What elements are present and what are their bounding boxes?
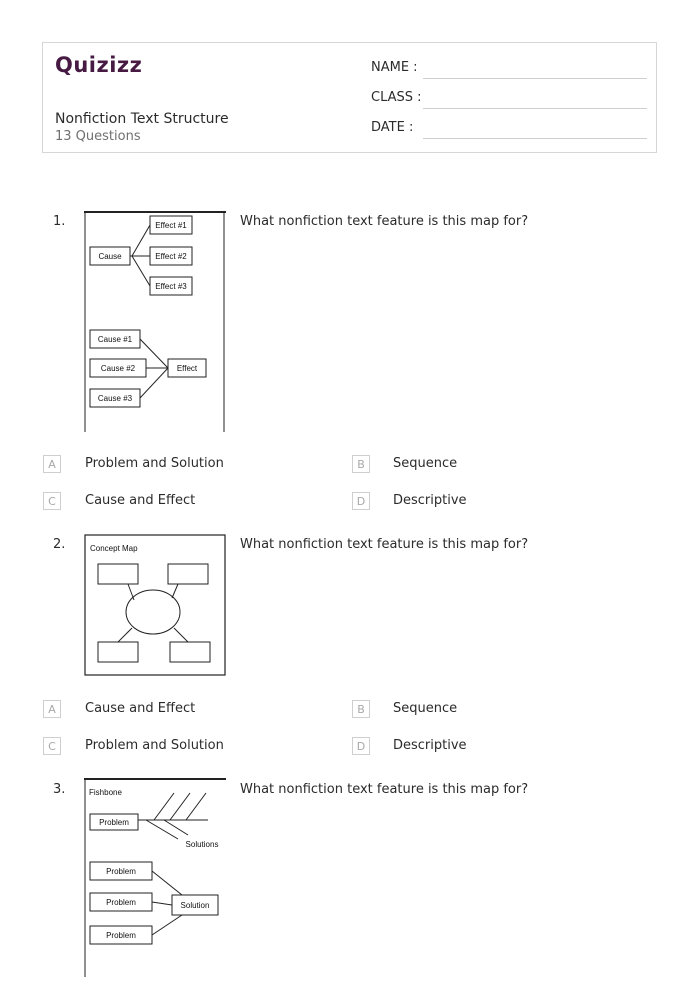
map-label: Problem xyxy=(106,931,136,940)
class-label: CLASS : xyxy=(371,90,422,105)
option-b-text[interactable]: Sequence xyxy=(393,701,458,716)
question-2-number: 2. xyxy=(53,537,66,552)
question-3-text: What nonfiction text feature is this map for? xyxy=(240,782,529,797)
map-label: Effect #3 xyxy=(155,282,187,291)
date-line[interactable] xyxy=(423,138,647,139)
map-label: Cause #3 xyxy=(97,394,133,403)
worksheet-header xyxy=(42,42,657,153)
map-label: Cause #2 xyxy=(100,364,136,373)
name-label: NAME : xyxy=(371,60,418,75)
question-1-text: What nonfiction text feature is this map for? xyxy=(240,214,529,229)
map-label: Problem xyxy=(99,818,129,827)
map-label: Solutions xyxy=(185,840,219,849)
map-label: Solution xyxy=(180,901,210,910)
option-a-text[interactable]: Problem and Solution xyxy=(85,456,224,471)
map-label: Fishbone xyxy=(89,788,122,797)
question-1-image xyxy=(84,210,226,432)
question-2-image xyxy=(84,534,226,676)
quizizz-logo: Quizizz xyxy=(55,53,143,77)
map-label: Cause xyxy=(98,252,122,261)
question-1-number: 1. xyxy=(53,214,66,229)
option-c-letter[interactable]: C xyxy=(43,737,61,755)
option-a-letter[interactable]: A xyxy=(43,455,61,473)
name-line[interactable] xyxy=(423,78,647,79)
option-a-text[interactable]: Cause and Effect xyxy=(85,701,196,716)
class-line[interactable] xyxy=(423,108,647,109)
map-label: Problem xyxy=(106,867,136,876)
map-label: Concept Map xyxy=(90,544,138,553)
map-label: Effect #2 xyxy=(155,252,187,261)
question-2-text: What nonfiction text feature is this map for? xyxy=(240,537,529,552)
option-c-text[interactable]: Problem and Solution xyxy=(85,738,224,753)
map-label: Effect xyxy=(176,364,198,373)
option-b-text[interactable]: Sequence xyxy=(393,456,458,471)
question-3-image xyxy=(84,777,226,977)
question-count: 13 Questions xyxy=(55,129,141,144)
option-d-text[interactable]: Descriptive xyxy=(393,493,467,508)
option-c-letter[interactable]: C xyxy=(43,492,61,510)
date-label: DATE : xyxy=(371,120,414,135)
option-d-text[interactable]: Descriptive xyxy=(393,738,467,753)
option-b-letter[interactable]: B xyxy=(352,455,370,473)
option-a-letter[interactable]: A xyxy=(43,700,61,718)
option-b-letter[interactable]: B xyxy=(352,700,370,718)
option-c-text[interactable]: Cause and Effect xyxy=(85,493,196,508)
question-3-number: 3. xyxy=(53,782,66,797)
option-d-letter[interactable]: D xyxy=(352,492,370,510)
map-label: Cause #1 xyxy=(97,335,133,344)
map-label: Effect #1 xyxy=(155,221,187,230)
option-d-letter[interactable]: D xyxy=(352,737,370,755)
map-label: Problem xyxy=(106,898,136,907)
worksheet-title: Nonfiction Text Structure xyxy=(55,111,229,127)
